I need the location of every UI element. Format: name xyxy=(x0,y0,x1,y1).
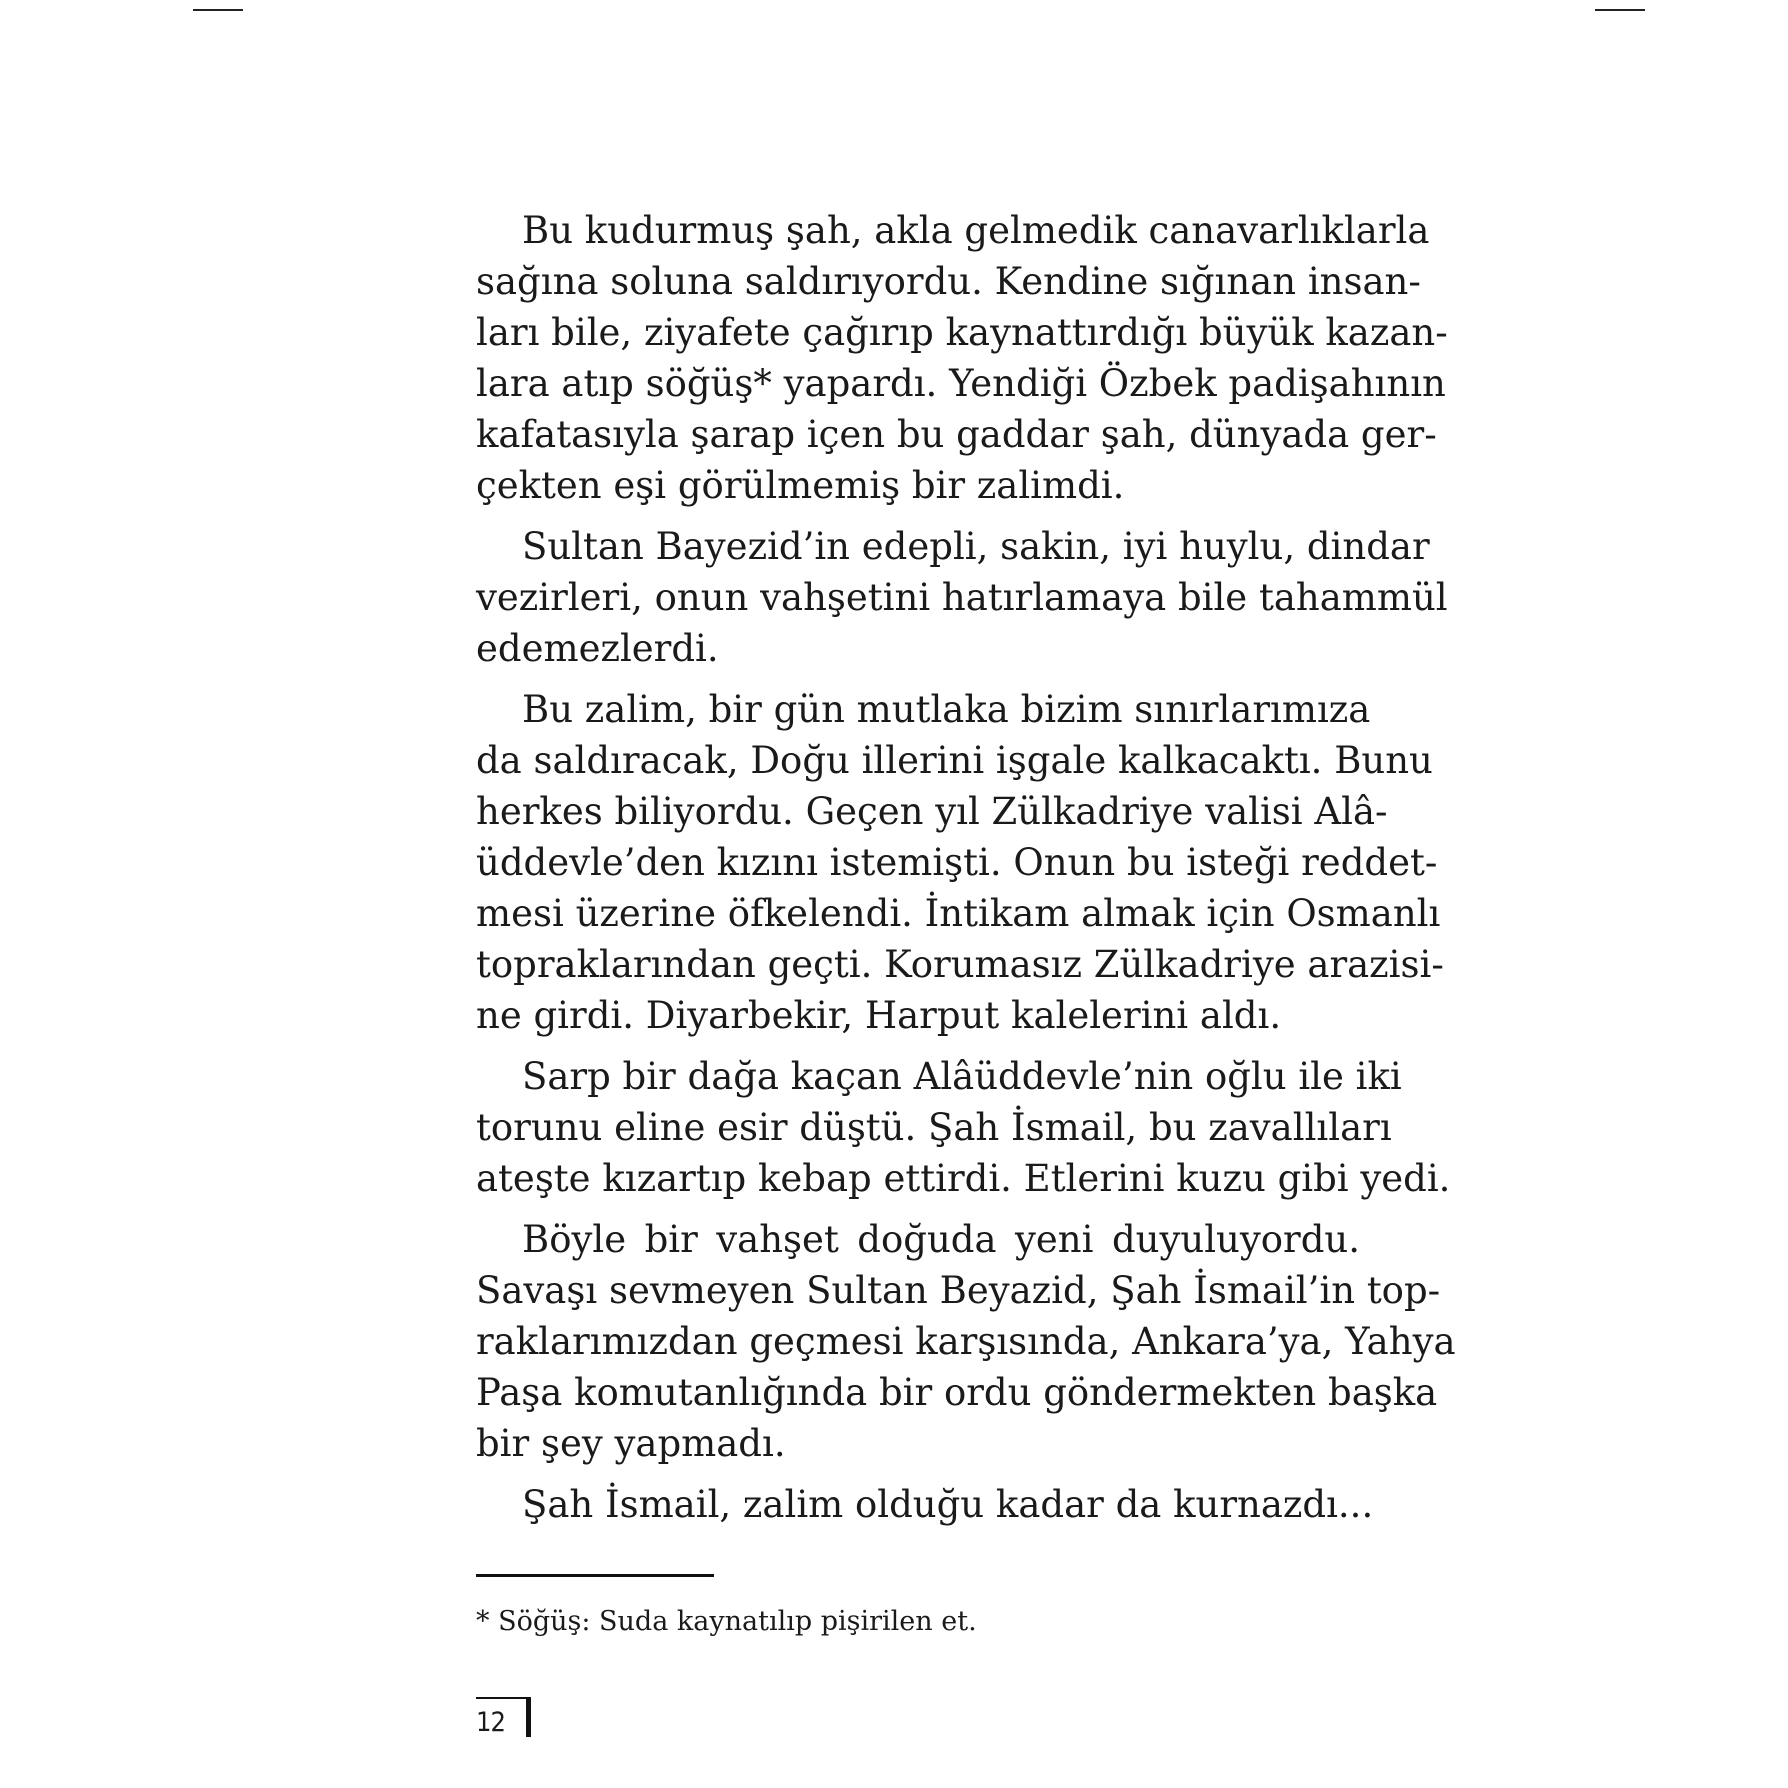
body-text xyxy=(476,205,1456,1540)
page-number: 12 xyxy=(476,1707,505,1738)
text-line: Sarp bir dağa kaçan Alâüddevle’nin oğlu ile iki xyxy=(522,1055,1402,1098)
text-line: ları bile, ziyafete çağırıp kaynattırdığı büyük kazan- xyxy=(476,311,1448,354)
page-folio xyxy=(476,1697,505,1737)
text-line: Savaşı sevmeyen Sultan Beyazid, Şah İsmail’in top- xyxy=(476,1269,1441,1312)
text-line: Paşa komutanlığında bir ordu göndermekten başka xyxy=(476,1371,1438,1414)
text-line: üddevle’den kızını istemişti. Onun bu isteği reddet- xyxy=(476,841,1438,884)
paragraph xyxy=(476,1214,1456,1469)
paragraph xyxy=(476,1051,1451,1204)
text-line: sağına soluna saldırıyordu. Kendine sığınan insan- xyxy=(476,260,1421,303)
folio-bar xyxy=(526,1697,531,1737)
text-line: topraklarından geçti. Korumasız Zülkadriye arazisi- xyxy=(476,943,1444,986)
text-line: bir şey yapmadı. xyxy=(476,1422,786,1465)
paragraph xyxy=(476,684,1444,1041)
paragraph xyxy=(476,205,1448,511)
text-line: torunu eline esir düştü. Şah İsmail, bu zavallıları xyxy=(476,1106,1392,1149)
text-line: lara atıp söğüş* yapardı. Yendiği Özbek padişahının xyxy=(476,362,1446,405)
text-line: Sultan Bayezid’in edepli, sakin, iyi huylu, dindar xyxy=(522,525,1430,568)
footnote-divider xyxy=(476,1574,714,1577)
text-line: raklarımızdan geçmesi karşısında, Ankara’ya, Yahya xyxy=(476,1320,1456,1363)
text-line: ne girdi. Diyarbekir, Harput kalelerini aldı. xyxy=(476,994,1282,1037)
text-line: mesi üzerine öfkelendi. İntikam almak için Osmanlı xyxy=(476,892,1441,935)
paragraph xyxy=(476,1479,1374,1530)
text-line: ateşte kızartıp kebap ettirdi. Etlerini kuzu gibi yedi. xyxy=(476,1157,1451,1200)
text-line: çekten eşi görülmemiş bir zalimdi. xyxy=(476,464,1125,507)
text-line: edemezlerdi. xyxy=(476,627,719,670)
crop-mark-left xyxy=(193,9,243,11)
text-line: vezirleri, onun vahşetini hatırlamaya bile tahammül xyxy=(476,576,1448,619)
paragraph xyxy=(476,521,1448,674)
text-line: Bu zalim, bir gün mutlaka bizim sınırlarımıza xyxy=(522,688,1371,731)
text-line: kafatasıyla şarap içen bu gaddar şah, dünyada ger- xyxy=(476,413,1437,456)
text-line: da saldıracak, Doğu illerini işgale kalkacaktı. Bunu xyxy=(476,739,1433,782)
footnote: * Söğüş: Suda kaynatılıp pişirilen et. xyxy=(476,1606,977,1637)
text-line: herkes biliyordu. Geçen yıl Zülkadriye valisi Alâ- xyxy=(476,790,1388,833)
text-line: Bu kudurmuş şah, akla gelmedik canavarlıklarla xyxy=(522,209,1430,252)
text-line: Şah İsmail, zalim olduğu kadar da kurnazdı... xyxy=(522,1483,1374,1526)
folio-rule xyxy=(476,1697,528,1699)
text-line: Böyle bir vahşet doğuda yeni duyuluyordu. xyxy=(522,1218,1360,1261)
crop-mark-right xyxy=(1595,9,1645,11)
